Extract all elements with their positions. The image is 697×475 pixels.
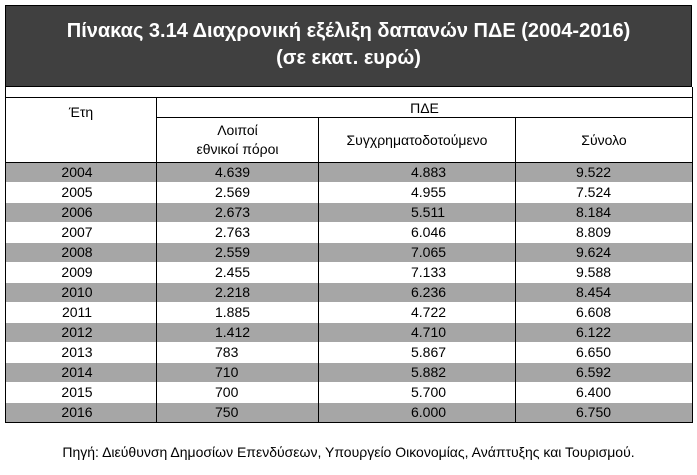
- total-cell: 7.524: [516, 183, 693, 203]
- year-cell: 2014: [6, 363, 157, 383]
- other-resources-cell: 2.559: [157, 243, 319, 263]
- year-column-header: Έτη: [6, 98, 157, 163]
- other-resources-cell: 2.218: [157, 283, 319, 303]
- table-title: Πίνακας 3.14 Διαχρονική εξέλιξη δαπανών ΠΔΕ (2004-2016): [66, 20, 631, 42]
- other-resources-cell: 2.763: [157, 223, 319, 243]
- cofinanced-cell: 5.700: [319, 383, 516, 403]
- total-cell: 9.522: [516, 163, 693, 183]
- other-resources-header: [157, 118, 319, 163]
- total-cell: 6.750: [516, 403, 693, 423]
- table-row: [6, 363, 693, 383]
- cofinanced-cell: 5.882: [319, 363, 516, 383]
- year-cell: 2006: [6, 203, 157, 223]
- year-cell: 2007: [6, 223, 157, 243]
- year-cell: 2010: [6, 283, 157, 303]
- cofinanced-cell: 4.955: [319, 183, 516, 203]
- year-cell: 2016: [6, 403, 157, 423]
- total-cell: 6.400: [516, 383, 693, 403]
- other-resources-cell: 1.412: [157, 323, 319, 343]
- total-cell: 6.122: [516, 323, 693, 343]
- cofinanced-cell: 7.065: [319, 243, 516, 263]
- table-subtitle: (σε εκατ. ευρώ): [276, 47, 421, 69]
- other-resources-cell: 750: [157, 403, 319, 423]
- table-row: [6, 283, 693, 303]
- table-row: [6, 263, 693, 283]
- spacer-row: [6, 87, 693, 98]
- pde-group-header: ΠΔΕ: [157, 98, 693, 118]
- other-resources-header-line2: εθνικοί πόροι: [196, 141, 279, 157]
- year-cell: 2015: [6, 383, 157, 403]
- total-cell: 8.809: [516, 223, 693, 243]
- other-resources-cell: 1.885: [157, 303, 319, 323]
- source-note: Πηγή: Διεύθυνση Δημοσίων Επενδύσεων, Υπουργείο Οικονομίας, Ανάπτυξης και Τουρισμού.: [62, 444, 635, 460]
- total-cell: 8.454: [516, 283, 693, 303]
- cofinanced-cell: 5.511: [319, 203, 516, 223]
- cofinanced-cell: 7.133: [319, 263, 516, 283]
- cofinanced-cell: 5.867: [319, 343, 516, 363]
- other-resources-cell: 710: [157, 363, 319, 383]
- other-resources-cell: 783: [157, 343, 319, 363]
- year-cell: 2013: [6, 343, 157, 363]
- other-resources-cell: 700: [157, 383, 319, 403]
- total-cell: 6.608: [516, 303, 693, 323]
- cofinanced-header: Συγχρηματοδοτούμενο: [319, 118, 516, 163]
- other-resources-header-line1: Λοιποί: [217, 122, 258, 138]
- table-row: [6, 303, 693, 323]
- cofinanced-cell: 4.883: [319, 163, 516, 183]
- table-row: [6, 403, 693, 423]
- table-row: [6, 203, 693, 223]
- year-cell: 2008: [6, 243, 157, 263]
- cofinanced-cell: 6.236: [319, 283, 516, 303]
- table-frame: [5, 5, 692, 437]
- total-header: Σύνολο: [516, 118, 693, 163]
- table-row: [6, 163, 693, 183]
- total-cell: 6.650: [516, 343, 693, 363]
- cofinanced-cell: 6.000: [319, 403, 516, 423]
- year-cell: 2009: [6, 263, 157, 283]
- table-row: [6, 323, 693, 343]
- year-cell: 2012: [6, 323, 157, 343]
- table-title-box: [5, 5, 692, 87]
- total-cell: 9.588: [516, 263, 693, 283]
- table-row: [6, 383, 693, 403]
- year-cell: 2005: [6, 183, 157, 203]
- year-cell: 2011: [6, 303, 157, 323]
- total-cell: 9.624: [516, 243, 693, 263]
- table-row: [6, 243, 693, 263]
- year-cell: 2004: [6, 163, 157, 183]
- header-row-group: [6, 98, 693, 118]
- other-resources-cell: 2.455: [157, 263, 319, 283]
- cofinanced-cell: 4.710: [319, 323, 516, 343]
- cofinanced-cell: 6.046: [319, 223, 516, 243]
- other-resources-cell: 2.569: [157, 183, 319, 203]
- table-row: [6, 183, 693, 203]
- total-cell: 6.592: [516, 363, 693, 383]
- other-resources-cell: 2.673: [157, 203, 319, 223]
- cofinanced-cell: 4.722: [319, 303, 516, 323]
- expenditure-table: [5, 87, 693, 423]
- other-resources-cell: 4.639: [157, 163, 319, 183]
- table-row: [6, 343, 693, 363]
- table-row: [6, 223, 693, 243]
- total-cell: 8.184: [516, 203, 693, 223]
